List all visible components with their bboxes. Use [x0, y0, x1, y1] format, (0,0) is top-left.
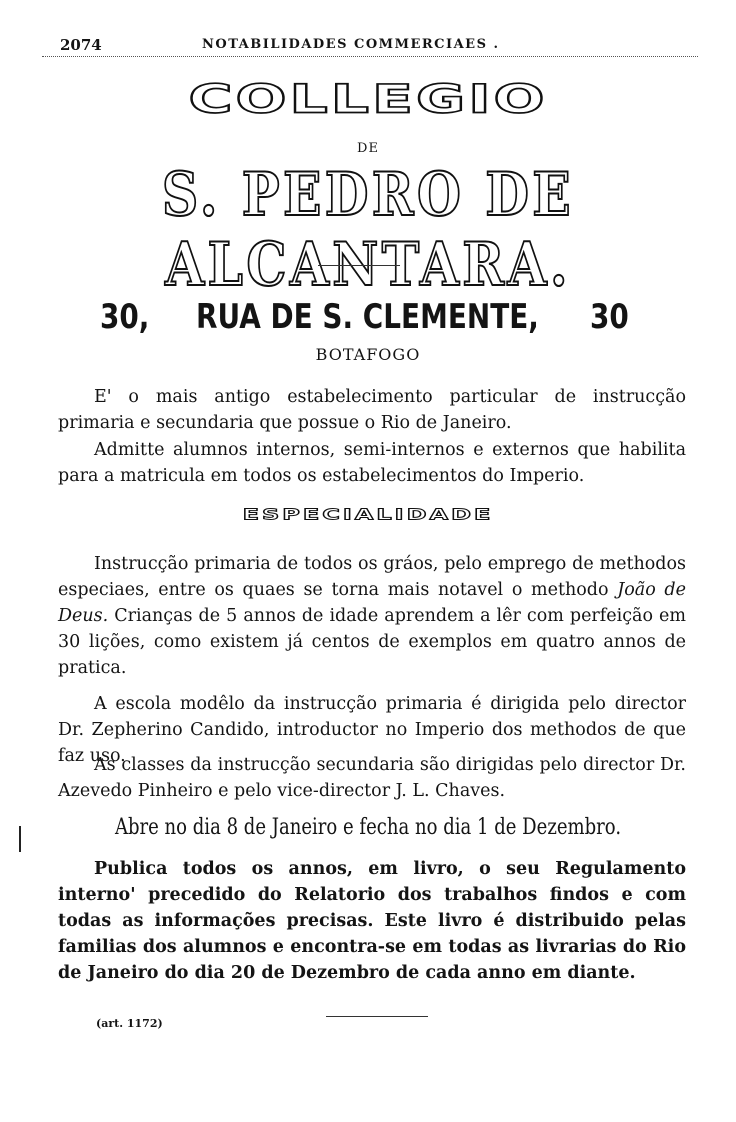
title-school-name: S. PEDRO DE ALCANTARA. — [161, 160, 575, 300]
address-line — [100, 297, 630, 341]
paragraph-secondary-classes — [58, 752, 686, 804]
paragraph-primary-school-text: A escola modêlo da instrucção primaria é dirigida pelo director Dr. Zepherino Candido, introductor no Imperio dos methodos de que faz uso. — [58, 694, 686, 766]
paragraph-secondary-classes-text: As classes da instrucção secundaria são dirigidas pelo director Dr. Azevedo Pinheiro e pelo vice-director J. L. Chaves. — [58, 755, 686, 801]
title-collegio: COLLEGIO — [188, 76, 548, 123]
margin-mark — [19, 826, 21, 852]
paragraph-history — [58, 384, 686, 436]
paragraph-methods-text-1: Instrucção primaria de todos os gráos, pelo emprego de methodos especiaes, entre os quaes se torna mais notavel o methodo — [58, 554, 686, 600]
running-title: NOTABILIDADES COMMERCIAES . — [202, 37, 500, 52]
paragraph-admission-text: Admitte alumnos internos, semi-internos e externos que habilita para a matricula em todos os estabelecimentos do Imperio. — [58, 440, 686, 486]
specialty-heading: ESPECIALIDADE — [242, 506, 494, 524]
address-number-right: 30 — [590, 297, 629, 337]
paragraph-methods-text-2: Crianças de 5 annos de idade aprendem a lêr com perfeição em 30 lições, como existem já centos de exemplos em quatro annos de pratica. — [58, 606, 686, 678]
address-district: BOTAFOGO — [315, 345, 421, 364]
page-header — [42, 34, 698, 57]
paragraph-regulations — [58, 856, 686, 986]
paragraph-history-text: E' o mais antigo estabelecimento particular de instrucção primaria e secundaria que possue o Rio de Janeiro. — [58, 387, 686, 433]
address-street: RUA DE S. CLEMENTE, — [196, 297, 539, 337]
paragraph-regulations-text: Publica todos os annos, em livro, o seu Regulamento interno' precedido do Relatorio dos trabalhos findos e com todas as informações precisas. Este livro é distribuido pelas familias dos alumnos e encontra-se em todas as livrarias do Rio de Janeiro do dia 20 de Dezembro de cada anno em diante. — [58, 859, 686, 983]
address-number-left: 30, — [100, 297, 150, 337]
article-reference: (art. 1172) — [96, 1017, 163, 1030]
paragraph-methods — [58, 551, 686, 681]
paragraph-admission — [58, 437, 686, 489]
divider-rule — [318, 265, 400, 266]
divider-rule-bottom — [326, 1016, 428, 1017]
method-name: João de Deus. — [58, 580, 686, 626]
title-de: DE — [357, 141, 379, 156]
page-number: 2074 — [60, 36, 102, 54]
dates-line: Abre no dia 8 de Janeiro e fecha no dia 1 de Dezembro. — [114, 815, 622, 840]
